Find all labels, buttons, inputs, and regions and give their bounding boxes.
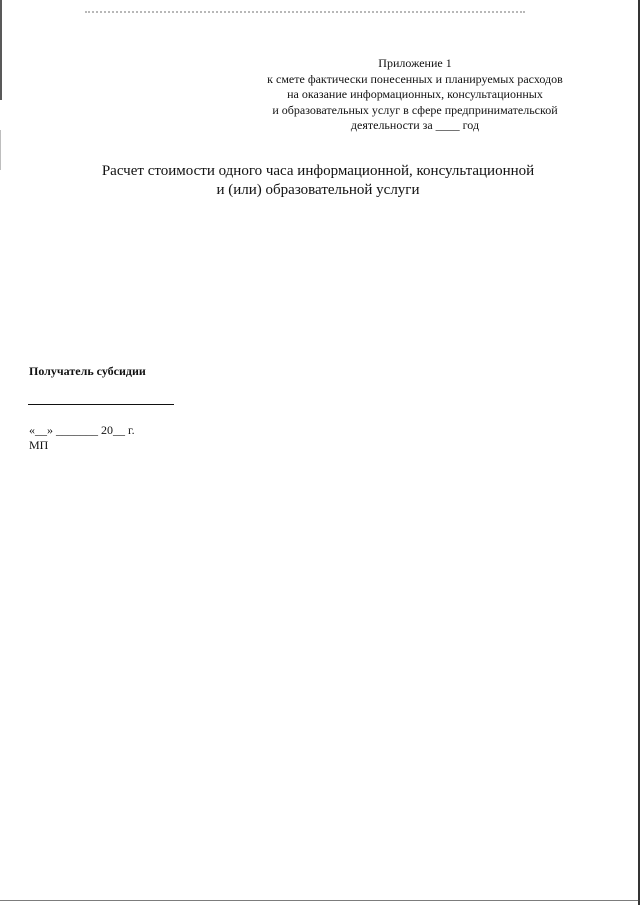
date-line: «__» _______ 20__ г. xyxy=(29,423,135,437)
scan-artifact-top xyxy=(85,11,525,15)
appendix-line: и образовательных услуг в сфере предпринимательской xyxy=(272,102,558,117)
appendix-line: деятельности за ____ год xyxy=(350,118,480,132)
signature-line xyxy=(28,404,174,405)
scan-artifact-bottom xyxy=(0,900,640,901)
appendix-line: к смете фактически понесенных и планируемых расходов xyxy=(267,71,563,86)
stamp-label: МП xyxy=(29,438,49,452)
document-title xyxy=(0,162,636,200)
title-line-1: Расчет стоимости одного часа информационной, консультационной xyxy=(101,163,535,179)
title-line-2: и (или) образовательной услуги xyxy=(216,182,420,198)
scan-artifact-left xyxy=(0,0,2,100)
appendix-number: Приложение 1 xyxy=(378,56,452,70)
recipient-label: Получатель субсидии xyxy=(29,364,146,378)
appendix-header xyxy=(240,56,590,134)
appendix-line: на оказание информационных, консультационных xyxy=(287,87,543,101)
